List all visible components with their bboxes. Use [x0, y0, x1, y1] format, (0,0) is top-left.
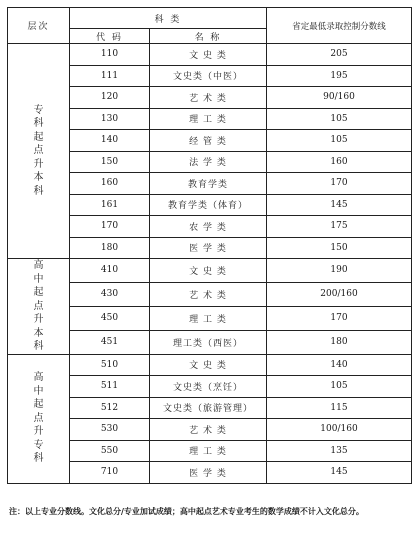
category-char: 高	[33, 260, 44, 271]
score-cell: 150	[267, 237, 412, 259]
name-cell: 农 学 类	[150, 216, 267, 238]
name-cell: 艺 术 类	[150, 419, 267, 441]
category-char: 升	[33, 158, 44, 170]
name-cell: 文 史 类	[150, 44, 267, 66]
name-cell: 文 史 类	[150, 354, 267, 376]
score-cell: 170	[267, 173, 412, 195]
score-cell: 175	[267, 216, 412, 238]
category-char: 科	[33, 453, 44, 465]
score-cell: 200/160	[267, 282, 412, 306]
category-char: 升	[33, 314, 44, 325]
code-cell: 150	[70, 151, 150, 173]
code-cell: 170	[70, 216, 150, 238]
code-cell: 111	[70, 65, 150, 87]
code-cell: 550	[70, 440, 150, 462]
code-cell: 530	[70, 419, 150, 441]
category-char: 中	[33, 273, 44, 285]
score-cell: 170	[267, 306, 412, 330]
score-cell: 145	[267, 194, 412, 216]
category-label	[8, 44, 70, 259]
score-cell: 205	[267, 44, 412, 66]
name-cell: 教育学类（体育）	[150, 194, 267, 216]
table-body	[8, 44, 412, 484]
name-cell: 文史类（旅游管理）	[150, 397, 267, 419]
code-cell: 120	[70, 87, 150, 109]
name-cell: 文史类（烹饪）	[150, 376, 267, 398]
category-char: 科	[33, 118, 44, 130]
score-cell: 140	[267, 354, 412, 376]
score-cell: 90/160	[267, 87, 412, 109]
code-cell: 410	[70, 259, 150, 283]
score-cell: 190	[267, 259, 412, 283]
category-char: 点	[33, 145, 44, 157]
score-cell: 135	[267, 440, 412, 462]
code-cell: 451	[70, 330, 150, 354]
category-char: 专	[33, 104, 44, 116]
category-char: 高	[33, 372, 44, 384]
code-cell: 511	[70, 376, 150, 398]
admission-score-table	[7, 7, 412, 484]
category-char: 中	[33, 385, 44, 397]
name-cell: 法 学 类	[150, 151, 267, 173]
header-score: 省定最低录取控制分数线	[267, 8, 412, 44]
code-cell: 110	[70, 44, 150, 66]
score-cell: 160	[267, 151, 412, 173]
code-cell: 430	[70, 282, 150, 306]
score-cell: 145	[267, 462, 412, 484]
header-code: 代 码	[70, 29, 150, 44]
name-cell: 医 学 类	[150, 237, 267, 259]
name-cell: 理 工 类	[150, 306, 267, 330]
category-char: 点	[33, 300, 44, 312]
code-cell: 510	[70, 354, 150, 376]
code-cell: 160	[70, 173, 150, 195]
category-char: 起	[33, 399, 44, 411]
header-subject: 科 类	[70, 8, 267, 29]
score-cell: 180	[267, 330, 412, 354]
category-char: 科	[33, 185, 44, 197]
category-char: 起	[33, 287, 44, 298]
name-cell: 文 史 类	[150, 259, 267, 283]
score-cell: 105	[267, 108, 412, 130]
header-level: 层次	[8, 8, 70, 44]
footnote: 注：以上专业分数线。文化总分/专业加试成绩；高中起点艺术专业考生的数学成绩不计入文化总分。	[9, 506, 364, 516]
code-cell: 140	[70, 130, 150, 152]
category-label	[8, 259, 70, 355]
code-cell: 130	[70, 108, 150, 130]
name-cell: 艺 术 类	[150, 87, 267, 109]
name-cell: 文史类（中医）	[150, 65, 267, 87]
category-char: 升	[33, 426, 44, 438]
category-char: 专	[33, 439, 44, 451]
table-row	[8, 259, 412, 283]
name-cell: 理 工 类	[150, 108, 267, 130]
category-char: 本	[33, 172, 44, 184]
code-cell: 710	[70, 462, 150, 484]
score-cell: 195	[267, 65, 412, 87]
score-cell: 105	[267, 376, 412, 398]
category-char: 科	[33, 341, 44, 352]
category-char: 起	[33, 131, 44, 143]
name-cell: 经 管 类	[150, 130, 267, 152]
score-cell: 100/160	[267, 419, 412, 441]
category-char: 本	[33, 327, 44, 339]
category-label	[8, 354, 70, 483]
name-cell: 教育学类	[150, 173, 267, 195]
table-row	[8, 44, 412, 66]
header-name: 名 称	[150, 29, 267, 44]
name-cell: 理工类（西医）	[150, 330, 267, 354]
table-row	[8, 354, 412, 376]
name-cell: 医 学 类	[150, 462, 267, 484]
code-cell: 450	[70, 306, 150, 330]
score-cell: 105	[267, 130, 412, 152]
name-cell: 艺 术 类	[150, 282, 267, 306]
name-cell: 理 工 类	[150, 440, 267, 462]
code-cell: 512	[70, 397, 150, 419]
code-cell: 180	[70, 237, 150, 259]
category-char: 点	[33, 412, 44, 424]
code-cell: 161	[70, 194, 150, 216]
score-cell: 115	[267, 397, 412, 419]
